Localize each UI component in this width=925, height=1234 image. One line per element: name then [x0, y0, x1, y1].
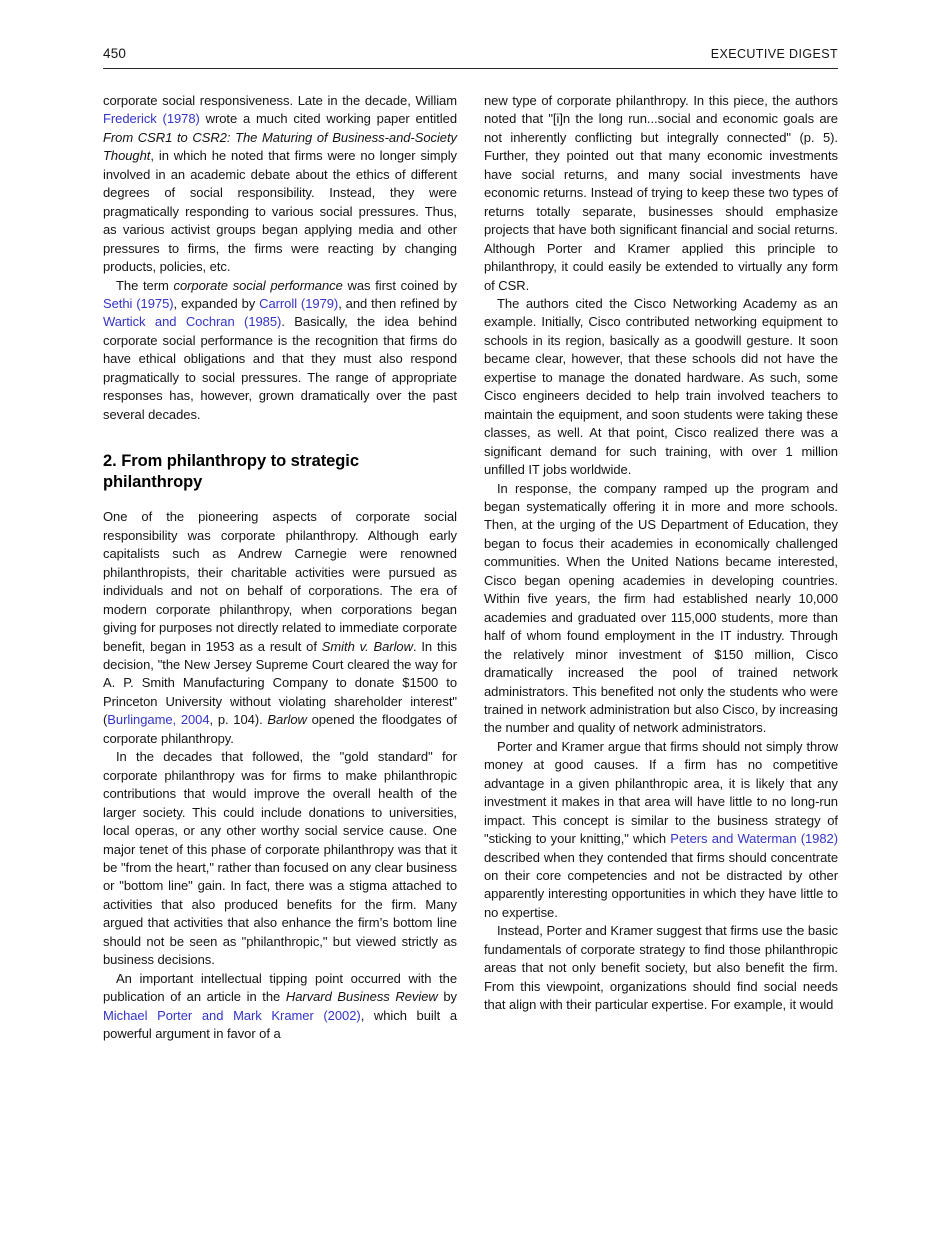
text-run: . Basically, the idea behind corporate social performance is the recognition that firms do have ethical obligations and that they must also respond pragmatically to social pressures. The range of appropriate responses has, however, grown dramatically over the past several decades. — [103, 314, 457, 422]
text-run: Porter and Kramer argue that firms should not simply throw money at good causes. If a firm has no competitive advantage in a given philanthropic area, it is likely that any investment it makes in that area will have little to no long-run impact. This concept is similar to the business strategy of "sticking to your knitting," which — [484, 738, 838, 847]
text-run: An important intellectual tipping point occurred with the publication of an article in the — [103, 970, 457, 1005]
right-column — [484, 92, 838, 1044]
paragraph — [103, 748, 457, 969]
text-run: The authors cited the Cisco Networking Academy as an example. Initially, Cisco contributed networking equipment to schools in its region, basically as a goodwill gesture. It soon became clear, however, that these schools did not have the expertise to manage the donated hardware. As such, some Cisco engineers decided to help train involved teachers to maintain the equipment, and soon students were taking these classes, as well. At that point, Cisco realized there was a significant demand for such training, with over 1 million unfilled IT jobs worldwide. — [484, 295, 838, 478]
text-run: Instead, Porter and Kramer suggest that firms use the basic fundamentals of corporate strategy to find those philanthropic areas that not only benefit society, but also benefit the firm. From this viewpoint, organizations should find social needs that align with their particular expertise. For example, it would — [484, 923, 838, 1013]
paragraph — [484, 738, 838, 923]
text-run: 2. From philanthropy to strategic philanthropy — [103, 452, 359, 492]
text-run: , expanded by — [173, 295, 260, 311]
text-run: , and then refined by — [338, 295, 457, 311]
italic-text: Barlow — [267, 712, 307, 728]
text-run: by — [437, 989, 457, 1005]
citation-link[interactable]: Peters and Waterman (1982) — [670, 831, 838, 847]
text-run: was first coined by — [342, 277, 457, 293]
section-heading — [103, 451, 457, 493]
citation-link[interactable]: Wartick and Cochran (1985) — [103, 314, 282, 330]
citation-link[interactable]: Carroll (1979) — [259, 295, 339, 311]
text-run: One of the pioneering aspects of corporate social responsibility was corporate philanthropy. Although early capitalists such as Andrew Carnegie were renowned philanthropists, their charitable activities were pursued as individuals and not on behalf of corporations. The era of modern corporate philanthropy, when corporations began giving for purposes not directly related to immediate corporate benefit, began in 1953 as a result of — [103, 509, 457, 654]
text-run: , in which he noted that firms were no longer simply involved in an academic debate about the ethics of different degrees of social responsibility. Instead, they were pragmatically responding to various social pressures. Thus, as various activist groups began applying media and other pressures to firms, the firms were reacting by changing products, policies, etc. — [103, 148, 457, 275]
citation-link[interactable]: Michael Porter and Mark Kramer (2002) — [103, 1007, 361, 1023]
paragraph — [484, 295, 838, 480]
paragraph — [484, 92, 838, 295]
text-run: described when they contended that firms should concentrate on their core competencies and not be distracted by other apparently interesting opportunities in which they have little to no expertise. — [484, 849, 838, 920]
left-column — [103, 92, 457, 1044]
text-run: corporate social responsiveness. Late in the decade, William — [103, 93, 457, 108]
text-run: In response, the company ramped up the program and began systematically offering it in more and more schools. Then, at the urging of the US Department of Education, they began to focus their academies in economically challenged communities. When the United Nations became interested, Cisco began opening academies in developing countries. Within five years, the firm had established nearly 10,000 academies and graduated over 115,000 students, more than half of whom found employment in the IT industry. Through the relatively minor investment of $150 million, Cisco dramatically increased the pool of trained network administrators. This benefited not only the students who were trained in network administration but also Cisco, by increasing the number and quality of network administrators. — [484, 480, 838, 736]
paragraph — [484, 480, 838, 738]
paragraph — [103, 508, 457, 748]
header-rule — [103, 68, 838, 69]
running-head: EXECUTIVE DIGEST — [710, 47, 838, 61]
text-run: opened the floodgates of corporate philanthropy. — [103, 712, 457, 746]
paragraph — [484, 922, 838, 1014]
paragraph — [103, 970, 457, 1044]
text-run: The term — [116, 277, 174, 293]
citation-link[interactable]: Frederick (1978) — [103, 111, 200, 127]
italic-text: corporate social performance — [173, 277, 343, 293]
paragraph — [103, 277, 457, 425]
paragraph — [103, 92, 457, 277]
text-run: , p. 104). — [209, 712, 268, 728]
text-run: . In this decision, "the New Jersey Supreme Court cleared the way for A. P. Smith Manufacturing Company to donate $1500 to Princeton University without violating shareholder interest" ( — [103, 638, 457, 728]
text-run: wrote a much cited working paper entitled — [199, 111, 457, 127]
two-column-body — [103, 92, 838, 1044]
page-number: 450 — [103, 46, 127, 61]
italic-text: Harvard Business Review — [285, 989, 438, 1005]
citation-link[interactable]: Burlingame, 2004 — [107, 712, 210, 728]
text-run: , which built a powerful argument in favor of a — [103, 1007, 457, 1042]
page-header — [103, 46, 838, 61]
italic-text: Smith v. Barlow — [321, 638, 413, 654]
citation-link[interactable]: Sethi (1975) — [103, 295, 174, 311]
text-run: In the decades that followed, the "gold standard" for corporate philanthropy was for firms to make philanthropic contributions that would improve the overall health of the larger society. This could include donations to universities, local operas, or any other worthy social service cause. One major tenet of this phase of corporate philanthropy was that it be "from the heart," rather than focused on any clear business or "bottom line" gain. In fact, there was a stigma attached to activities that also produced benefits for the firm. Many argued that activities that also enhance the firm’s bottom line should not be seen as "philanthropic," but viewed strictly as business decisions. — [103, 749, 457, 968]
italic-text: From CSR1 to CSR2: The Maturing of Business-and-Society Thought — [103, 129, 457, 164]
text-run: new type of corporate philanthropy. In this piece, the authors noted that "[i]n the long run...social and economic goals are not inherently conflicting but integrally connected" (p. 5). Further, they pointed out that many economic investments have social returns, and many social investments have economic returns. Instead of trying to keep these two types of returns totally separate, businesses should emphasize projects that have both significant financial and social returns. Although Porter and Kramer applied this principle to philanthropy, it could easily be extended to virtually any form of CSR. — [484, 93, 838, 293]
